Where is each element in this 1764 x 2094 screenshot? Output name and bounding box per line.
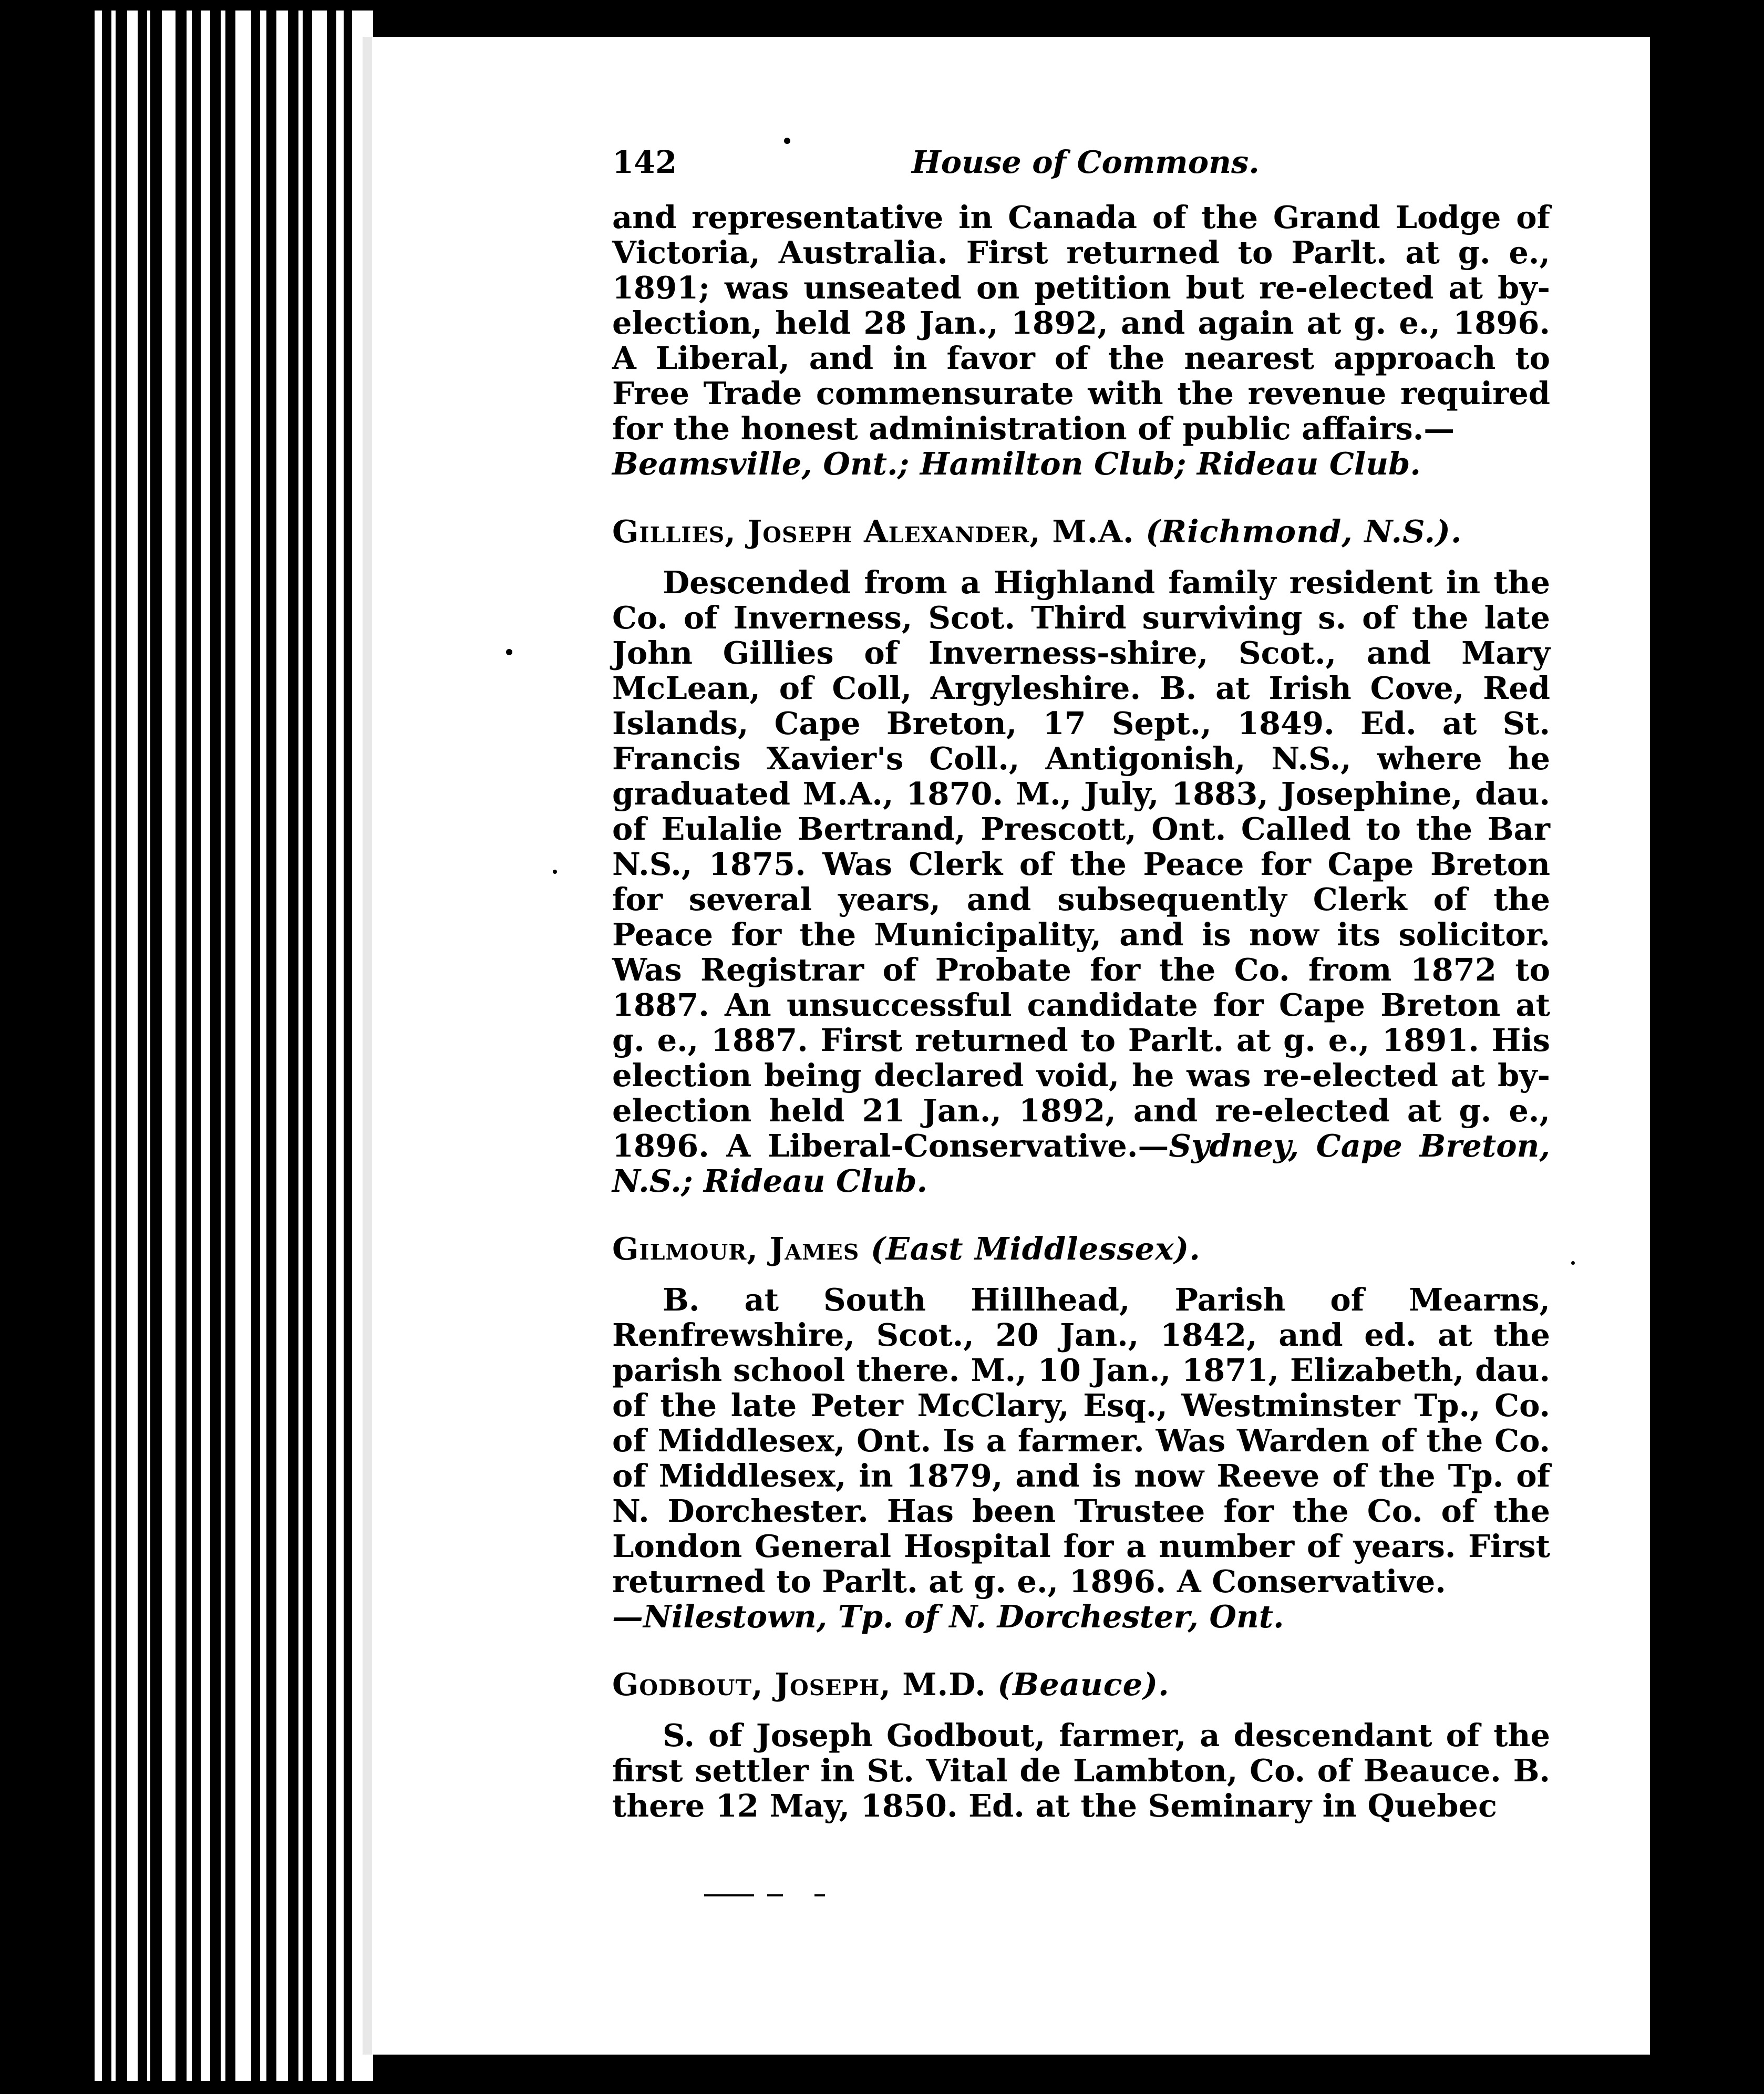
- right-gutter: [1703, 53, 1729, 2039]
- entry-heading-godbout: [612, 1667, 1550, 1702]
- entry-name: Gilmour, James: [612, 1231, 860, 1267]
- entry-heading-gillies: [612, 514, 1550, 549]
- entry-body: S. of Joseph Godbout, farmer, a descendant of the first settler in St. Vital de Lambton, Co. of Beauce. B. there 12 May, 1850. Ed. at the Seminary in Quebec: [612, 1717, 1550, 1824]
- page-number: 142: [612, 144, 677, 180]
- page-header-title: House of Commons.: [912, 144, 1260, 180]
- entry-constituency: (Beauce).: [997, 1666, 1170, 1703]
- entry-name: Gillies, Joseph Alexander,: [612, 513, 1041, 550]
- stray-dash: [704, 1894, 754, 1896]
- entry-heading-gilmour: [612, 1231, 1550, 1266]
- speck: [553, 870, 557, 874]
- entry-degree: M.A.: [1052, 513, 1134, 550]
- continued-entry-text: [612, 200, 1550, 481]
- entry-address: —Nilestown, Tp. of N. Dorchester, Ont.: [612, 1598, 1284, 1635]
- entry-text-gillies: [612, 565, 1550, 1199]
- running-head: [612, 145, 1550, 180]
- entry-constituency: (Richmond, N.S.).: [1146, 513, 1462, 550]
- speck: [506, 649, 512, 655]
- continued-entry-address: Beamsville, Ont.; Hamilton Club; Rideau Club.: [612, 446, 1421, 482]
- entry-text-godbout: [612, 1718, 1550, 1823]
- entry-text-gilmour: [612, 1282, 1550, 1634]
- entry-body: B. at South Hillhead, Parish of Mearns, Renfrewshire, Scot., 20 Jan., 1842, and ed. at the parish school there. M., 10 Jan., 1871, Elizabeth, dau. of the late Peter McClary, Esq., Westminster Tp., Co. of Middlesex, Ont. Is a farmer. Was Warden of the Co. of Middlesex, in 1879, and is now Reeve of the Tp. of N. Dorchester. Has been Trustee for the Co. of the London General Hospital for a number of years. First returned to Parlt. at g. e., 1896. A Conservative.: [612, 1282, 1550, 1600]
- page-edge-shadow: [79, 11, 373, 2081]
- entry-body: Descended from a Highland family resident in the Co. of Inverness, Scot. Third surviving s. of the late John Gillies of Inverness-shire, Scot., and Mary McLean, of Coll, Argyleshire. B. at Irish Cove, Red Islands, Cape Breton, 17 Sept., 1849. Ed. at St. Francis Xavier's Coll., Antigonish, N.S., where he graduated M.A., 1870. M., July, 1883, Josephine, dau. of Eulalie Bertrand, Prescott, Ont. Called to the Bar N.S., 1875. Was Clerk of the Peace for Cape Breton for several years, and subsequently Clerk of the Peace for the Municipality, and is now its solicitor. Was Registrar of Probate for the Co. from 1872 to 1887. An unsuccessful candidate for Cape Breton at g. e., 1887. First returned to Parlt. at g. e., 1891. His election being declared void, he was re-elected at by-election held 21 Jan., 1892, and re-elected at g. e., 1896. A Liberal-Conservative.—: [612, 564, 1550, 1164]
- entry-degree: M.D.: [902, 1666, 986, 1703]
- stray-dash: [814, 1894, 825, 1896]
- speck: [1571, 1261, 1575, 1265]
- entry-name: Godbout, Joseph,: [612, 1666, 891, 1703]
- entry-constituency: (East Middlessex).: [870, 1231, 1201, 1267]
- stray-dash: [767, 1894, 783, 1896]
- entry-address: Sydney, Cape Breton, N.S.; Rideau Club.: [612, 1128, 1550, 1199]
- text-block: [612, 145, 1550, 1823]
- speck: [784, 138, 790, 144]
- continued-entry-body: and representative in Canada of the Grand Lodge of Victoria, Australia. First returned to Parlt. at g. e., 1891; was unseated on petition but re-elected at by-election, held 28 Jan., 1892, and again at g. e., 1896. A Liberal, and in favor of the nearest approach to Free Trade commensurate with the revenue required for the honest administration of public affairs.—: [612, 199, 1550, 447]
